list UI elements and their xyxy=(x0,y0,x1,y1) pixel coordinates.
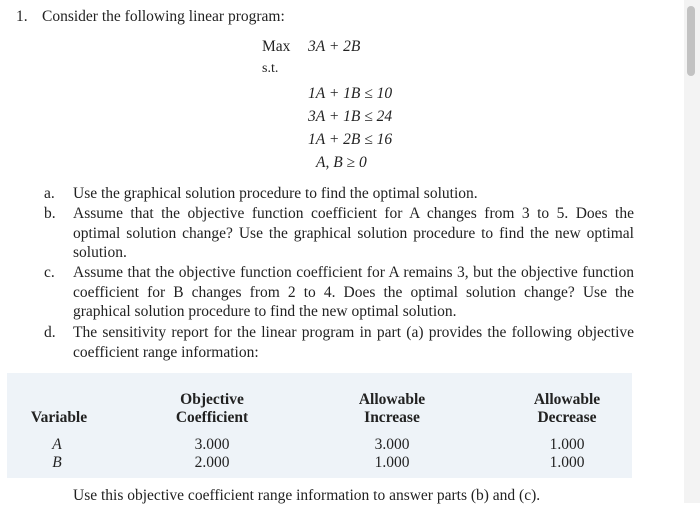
part-d xyxy=(44,323,634,362)
constraint: 1A + 1B ≤ 10 xyxy=(308,85,393,102)
header-allowable-increase: Allowable Increase xyxy=(358,391,426,426)
cell-variable: B xyxy=(52,454,62,471)
part-label: a. xyxy=(44,185,55,202)
cell-coefficient: 2.000 xyxy=(194,454,230,471)
part-b xyxy=(44,204,634,263)
sensitivity-table xyxy=(7,373,632,478)
part-label: b. xyxy=(44,205,56,222)
constraint: 3A + 1B ≤ 24 xyxy=(308,108,393,125)
constraint: A, B ≥ 0 xyxy=(316,154,367,171)
problem-intro: Consider the following linear program: xyxy=(42,8,285,25)
header-objective-coefficient: Objective Coefficient xyxy=(175,391,249,426)
cell-increase: 1.000 xyxy=(374,454,410,471)
cell-decrease: 1.000 xyxy=(549,436,585,453)
constraint: 1A + 2B ≤ 16 xyxy=(308,131,393,148)
header-variable: Variable xyxy=(30,409,88,426)
cell-variable: A xyxy=(52,436,62,453)
part-a xyxy=(44,184,634,204)
part-c xyxy=(44,263,634,322)
cell-increase: 3.000 xyxy=(374,436,410,453)
part-label: d. xyxy=(44,324,56,341)
part-label: c. xyxy=(44,264,55,281)
part-text: The sensitivity report for the linear program in part (a) provides the following objective coefficient range information: xyxy=(73,324,634,361)
part-text: Use the graphical solution procedure to find the optimal solution. xyxy=(73,185,478,202)
objective-expression: 3A + 2B xyxy=(308,38,361,55)
footer-note: Use this objective coefficient range information to answer parts (b) and (c). xyxy=(73,487,541,504)
scrollbar-thumb[interactable] xyxy=(687,6,695,76)
problem-number: 1. xyxy=(16,8,28,25)
cell-decrease: 1.000 xyxy=(549,454,585,471)
part-text: Assume that the objective function coefficient for A changes from 3 to 5. Does the optimal solution change? Use the graphical solution procedure to find the new optimal solution. xyxy=(73,205,634,262)
cell-coefficient: 3.000 xyxy=(194,436,230,453)
subject-to: s.t. xyxy=(262,61,279,76)
part-text: Assume that the objective function coefficient for A remains 3, but the objective function coefficient for B changes from 2 to 4. Does the optimal solution change? Use the graphical solution procedure to find the new optimal solution. xyxy=(73,264,634,321)
scrollbar[interactable] xyxy=(684,0,700,503)
header-allowable-decrease: Allowable Decrease xyxy=(533,391,601,426)
objective-keyword: Max xyxy=(262,38,291,55)
